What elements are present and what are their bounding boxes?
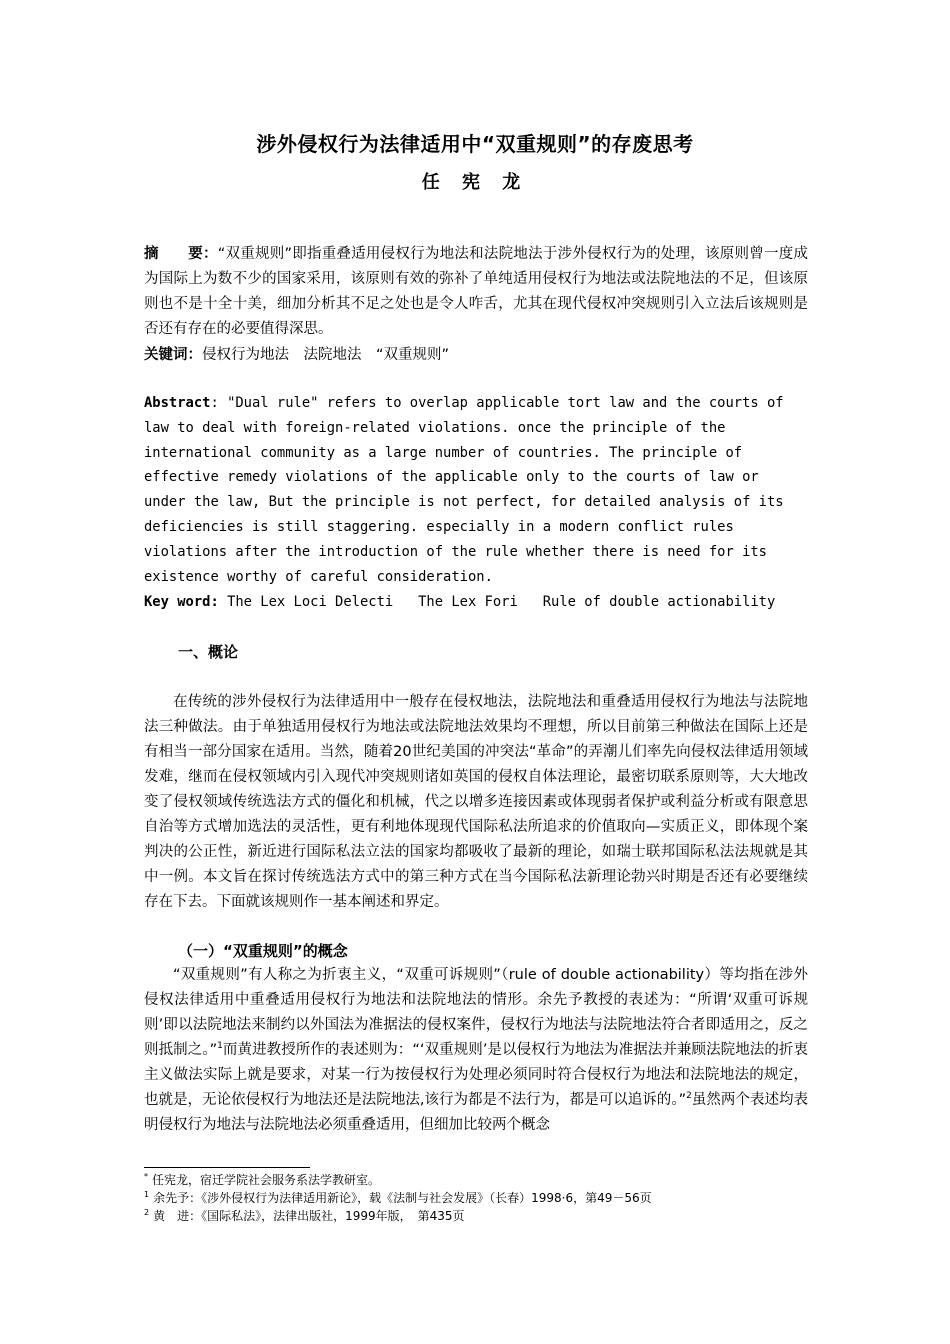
- section-heading-overview: 一、概论: [178, 643, 239, 661]
- paper-title: 涉外侵权行为法律适用中“双重规则”的存废思考: [256, 132, 694, 156]
- keywords-cn-text: 侵权行为地法 法院地法 “双重规则”: [202, 347, 450, 363]
- abstract-cn: [144, 242, 808, 342]
- footnote-text: 黄 进：《国际私法》，法律出版社，1999年版， 第435页: [153, 1209, 465, 1223]
- keywords-cn: [144, 343, 808, 368]
- body-paragraph-1: 在传统的涉外侵权行为法律适用中一般存在侵权地法，法院地法和重叠适用侵权行为地法与法院地法三种做法。由于单独适用侵权行为地法或法院地法效果均不理想，所以目前第三种做法在国际上还是有相当一部分国家在适用。当然，随着20世纪美国的冲突法“革命”的弄潮儿们率先向侵权法律适用领域发难，继而在侵权领域内引入现代冲突规则诸如英国的侵权自体法理论，最密切联系原则等，大大地改变了侵权领域传统选法方式的僵化和机械，代之以增多连接因素或体现弱者保护或利益分析或有限意思自治等方式增加选法的灵活性，更有利地体现现代国际私法所追求的价值取向—实质正义，即体现个案判决的公正性，新近进行国际私法立法的国家均都吸收了最新的理论，如瑞士联邦国际私法法规就是其中一例。本文旨在探讨传统选法方式中的第三种方式在当今国际私法新理论勃兴时期是否还有必要继续存在下去。下面就该规则作一基本阐述和界定。: [144, 694, 808, 910]
- footnote-mark: 2: [144, 1208, 150, 1217]
- footnote-divider: [144, 1167, 310, 1168]
- abstract-cn-label: 摘 要：: [144, 246, 218, 262]
- para2-part-a: “双重规则”有人称之为折衷主义，“双重可诉规则”（rule of double actionability）等均指在涉外侵权法律适用中重叠适用侵权行为地法和法院地法的情形。余先予教授的表述为：“所谓‘双重可诉规则’即以法院地法来制约以外国法为准据法的侵权案件，侵权行为地法与法院地法符合者即适用之，反之则抵制之。”: [144, 967, 808, 1058]
- abstract-en: [144, 391, 808, 589]
- keywords-cn-label: 关键词：: [144, 347, 202, 363]
- para2-part-c: 虽然两个表述均表明侵权行为地法与法院地法必须重叠适用，但细加比较两个概念: [144, 1092, 808, 1133]
- body-paragraph-2: [144, 963, 808, 1138]
- abstract-en-label: Abstract: [144, 395, 211, 411]
- footnote-ref-2[interactable]: 2: [686, 1091, 692, 1102]
- abstract-en-text: : "Dual rule" refers to overlap applicable tort law and the courts of law to deal with foreign-related violations. once the principle of the international community as a large number of countries. The principle of effective remedy violations of the applicable only to the courts of law or under the law, But the principle is not perfect, for detailed analysis of its deficiencies is still staggering. especially in a modern conflict rules violations after the introduction of the rule whether there is need for its existence worthy of careful consideration.: [144, 395, 784, 585]
- footnote-author: [144, 1172, 844, 1188]
- footnote-2: [144, 1208, 844, 1224]
- abstract-cn-text: “双重规则”即指重叠适用侵权行为地法和法院地法于涉外侵权行为的处理，该原则曾一度成为国际上为数不少的国家采用，该原则有效的弥补了单纯适用侵权行为地法或法院地法的不足，但该原则也不是十全十美，细加分析其不足之处也是令人咋舌，尤其在现代侵权冲突规则引入立法后该规则是否还有存在的必要值得深思。: [144, 246, 808, 337]
- footnote-text: 余先予：《涉外侵权行为法律适用新论》，载《法制与社会发展》（长春）1998·6，第49－56页: [153, 1191, 652, 1205]
- subsection-heading-concept: （一）“双重规则”的概念: [178, 942, 348, 960]
- footnote-text: 任宪龙，宿迁学院社会服务系法学教研室。: [152, 1173, 381, 1187]
- footnote-mark: *: [144, 1172, 148, 1181]
- footnote-1: [144, 1190, 844, 1206]
- keywords-en-label: Key word:: [144, 594, 219, 610]
- para2-part-b: 而黄进教授所作的表述则为：“‘双重规则’是以侵权行为地法为准据法并兼顾法院地法的折衷主义做法实际上就是要求，对某一行为按侵权行为处理必须同时符合侵权行为地法和法院地法的规定，也就是，无论依侵权行为地法还是法院地法,该行为都是不法行为，都是可以追诉的。”: [144, 1042, 808, 1108]
- keywords-en: [144, 590, 808, 615]
- author-name: 任 宪 龙: [421, 172, 529, 193]
- footnote-mark: 1: [144, 1190, 150, 1199]
- footnote-ref-1[interactable]: 1: [217, 1041, 223, 1052]
- keywords-en-text: The Lex Loci Delecti The Lex Fori Rule of double actionability: [218, 594, 776, 610]
